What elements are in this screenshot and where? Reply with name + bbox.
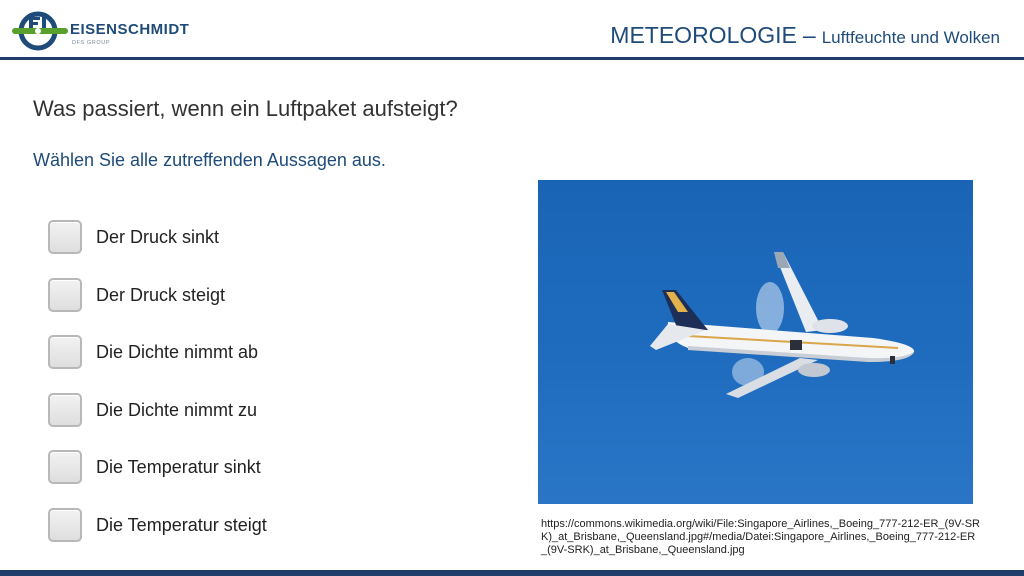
section-title-main: METEOROLOGIE <box>610 22 797 48</box>
header <box>0 0 1024 58</box>
section-title <box>610 22 1000 49</box>
logo-text: EISENSCHMIDT <box>70 21 190 38</box>
header-divider <box>0 57 1024 60</box>
checkbox[interactable] <box>48 393 82 427</box>
image-source-caption[interactable]: https://commons.wikimedia.org/wiki/File:Singapore_Airlines,_Boeing_777-212-ER_(9V-SRK)_at_Brisbane,_Queensland.jpg#/media/Datei:Singapore_Airlines,_Boeing_777-212-ER_(9V-SRK)_at_Brisbane,_Queensland.jpg <box>541 518 980 556</box>
option-label: Die Temperatur sinkt <box>96 456 261 477</box>
airplane-photo <box>538 180 973 504</box>
option-die-dichte-nimmt-zu[interactable] <box>48 390 257 430</box>
footer-bar <box>0 570 1024 576</box>
airplane-icon <box>538 180 973 504</box>
option-label: Die Dichte nimmt ab <box>96 341 259 362</box>
option-der-druck-sinkt[interactable] <box>48 217 219 257</box>
option-der-druck-steigt[interactable] <box>48 275 225 315</box>
option-label: Der Druck steigt <box>96 284 226 305</box>
logo-mark-icon <box>12 8 68 54</box>
company-logo <box>12 8 222 54</box>
checkbox[interactable] <box>48 450 82 484</box>
option-die-dichte-nimmt-ab[interactable] <box>48 332 258 372</box>
section-title-sub: Luftfeuchte und Wolken <box>821 28 1000 47</box>
option-label: Die Dichte nimmt zu <box>96 399 258 420</box>
checkbox[interactable] <box>48 220 82 254</box>
question-instruction: Wählen Sie alle zutreffenden Aussagen aus. <box>33 150 386 170</box>
question-text: Was passiert, wenn ein Luftpaket aufsteigt? <box>33 96 458 121</box>
section-title-dash: – <box>802 22 816 48</box>
option-die-temperatur-steigt[interactable] <box>48 505 267 545</box>
option-label: Die Temperatur steigt <box>96 514 267 535</box>
checkbox[interactable] <box>48 508 82 542</box>
option-label: Der Druck sinkt <box>96 226 220 247</box>
checkbox[interactable] <box>48 335 82 369</box>
option-die-temperatur-sinkt[interactable] <box>48 447 261 487</box>
checkbox[interactable] <box>48 278 82 312</box>
logo-subtext: DFS GROUP <box>72 40 111 46</box>
